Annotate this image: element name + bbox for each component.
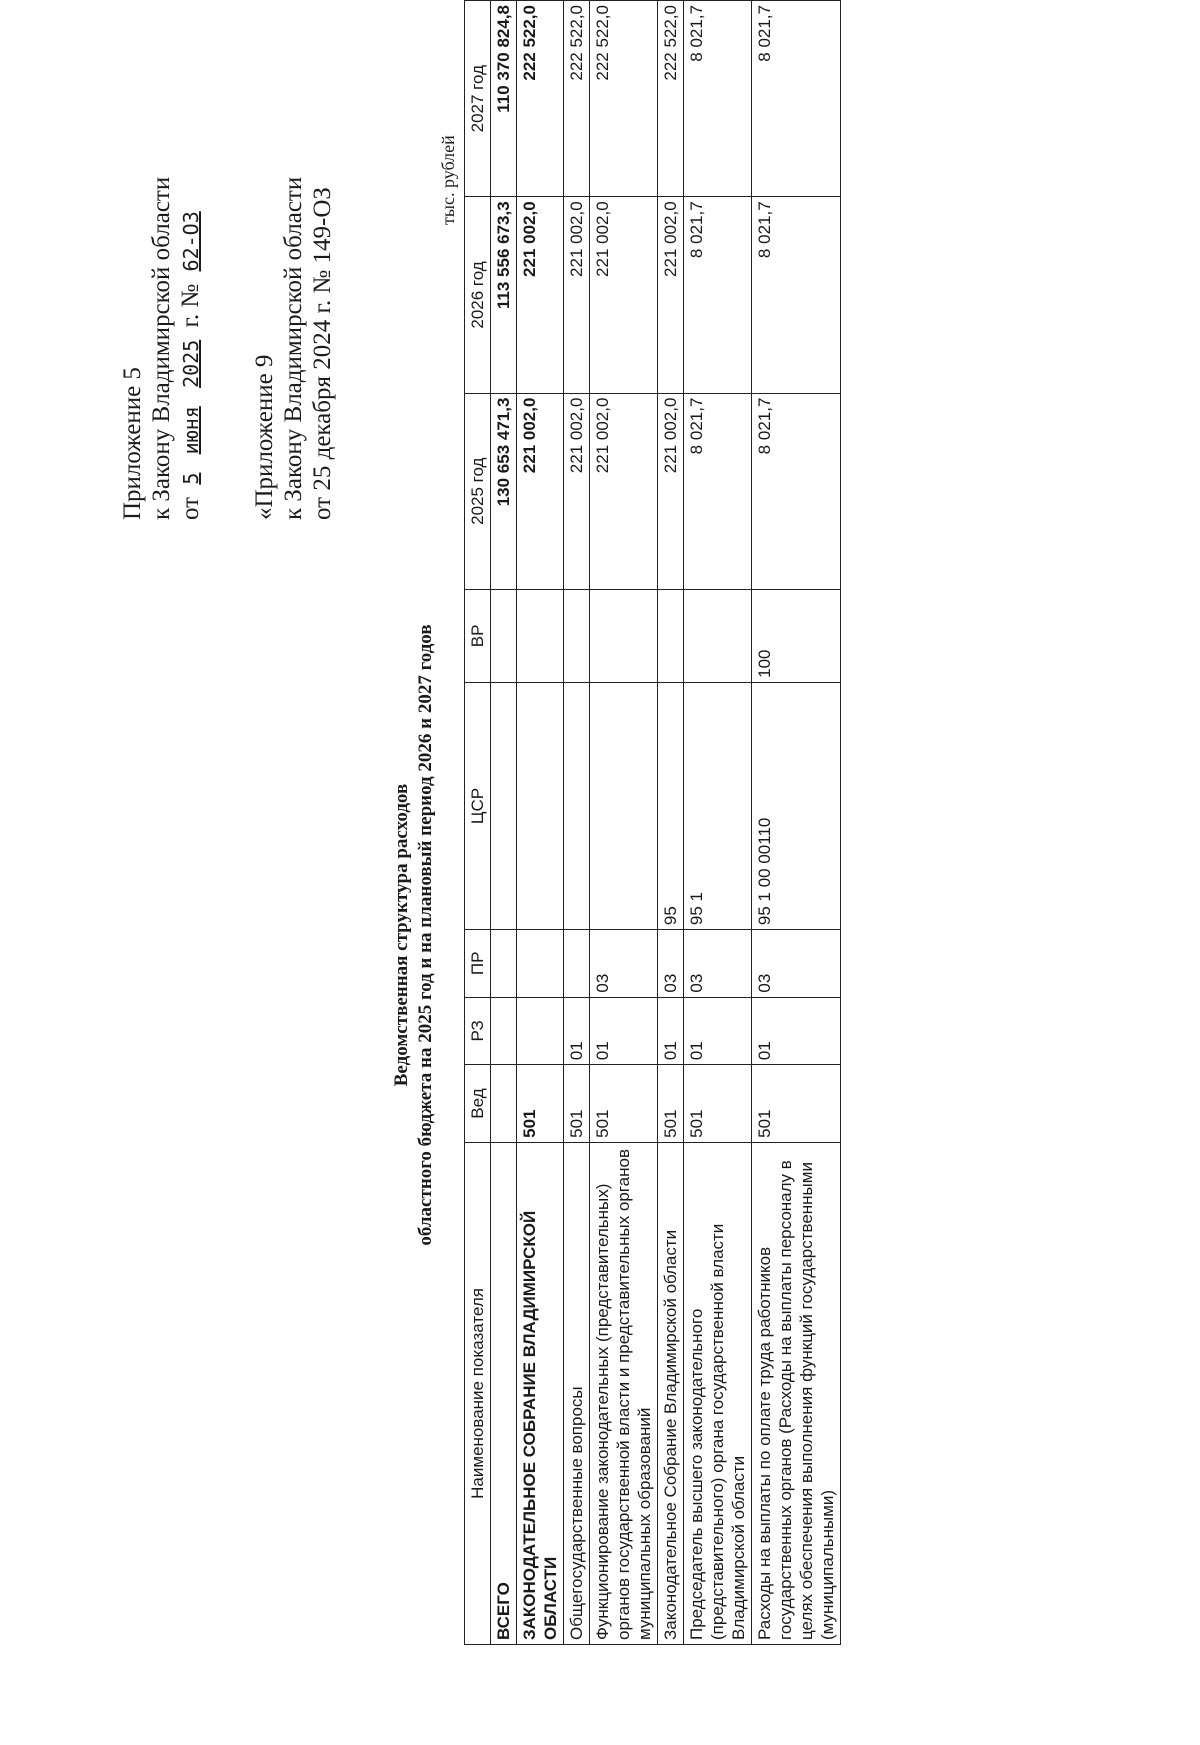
cell-ved: 501 <box>752 1065 841 1143</box>
cell-vr <box>517 589 564 682</box>
table-row <box>752 1 841 1645</box>
cell-y2025: 8 021,7 <box>684 393 752 589</box>
cell-ved: 501 <box>684 1065 752 1143</box>
appendix-header <box>118 177 206 520</box>
cell-name: Расходы на выплаты по оплате труда работников государственных органов (Расходы на выплаты персоналу в целях обеспечения выполнения функций государственными (муниципальными) <box>752 1142 841 1644</box>
cell-pr: 03 <box>752 930 841 998</box>
table-body <box>491 1 841 1645</box>
cell-vr <box>590 589 658 682</box>
col-header-2027: 2027 год <box>465 1 491 197</box>
date-day: 5 <box>179 472 203 485</box>
cell-pr <box>517 930 564 998</box>
col-header-pr: ПР <box>465 930 491 998</box>
table-row <box>491 1 517 1645</box>
cell-csr: 95 <box>658 682 684 929</box>
cell-name: Функционирование законодательных (представительных) органов государственной власти и представительных органов муниципальных образований <box>590 1142 658 1644</box>
cell-y2026: 221 002,0 <box>658 197 684 393</box>
col-header-csr: ЦСР <box>465 682 491 929</box>
cell-rz: 01 <box>564 997 590 1065</box>
law-date-line <box>176 177 206 520</box>
cell-rz: 01 <box>752 997 841 1065</box>
date-prefix: от <box>177 496 204 520</box>
cell-csr <box>590 682 658 929</box>
cell-y2027: 222 522,0 <box>564 1 590 197</box>
cell-y2027: 8 021,7 <box>752 1 841 197</box>
cell-pr: 03 <box>658 930 684 998</box>
table-row <box>684 1 752 1645</box>
old-appendix-header <box>250 177 337 520</box>
cell-y2026: 221 002,0 <box>564 197 590 393</box>
cell-vr <box>491 589 517 682</box>
cell-y2025: 221 002,0 <box>590 393 658 589</box>
cell-y2026: 221 002,0 <box>590 197 658 393</box>
cell-csr: 95 1 00 00110 <box>752 682 841 929</box>
cell-name: Общегосударственные вопросы <box>564 1142 590 1644</box>
cell-y2026: 221 002,0 <box>517 197 564 393</box>
cell-csr <box>564 682 590 929</box>
table-row <box>590 1 658 1645</box>
col-header-ved: Вед <box>465 1065 491 1143</box>
cell-ved: 501 <box>590 1065 658 1143</box>
cell-ved: 501 <box>658 1065 684 1143</box>
cell-csr <box>517 682 564 929</box>
cell-name: Законодательное Собрание Владимирской области <box>658 1142 684 1644</box>
cell-csr: 95 1 <box>684 682 752 929</box>
cell-ved: 501 <box>517 1065 564 1143</box>
col-header-2025: 2025 год <box>465 393 491 589</box>
budget-table <box>464 0 841 1645</box>
table-row <box>564 1 590 1645</box>
cell-rz: 01 <box>658 997 684 1065</box>
cell-rz: 01 <box>590 997 658 1065</box>
cell-y2025: 8 021,7 <box>752 393 841 589</box>
document-title <box>390 435 438 1435</box>
cell-name: Председатель высшего законодательного (представительного) органа государственной власти Владимирской области <box>684 1142 752 1644</box>
cell-y2025: 221 002,0 <box>658 393 684 589</box>
cell-y2026: 8 021,7 <box>752 197 841 393</box>
table-row <box>517 1 564 1645</box>
cell-ved: 501 <box>564 1065 590 1143</box>
cell-y2027: 222 522,0 <box>517 1 564 197</box>
cell-pr: 03 <box>590 930 658 998</box>
cell-y2027: 8 021,7 <box>684 1 752 197</box>
date-month: июня <box>179 406 203 455</box>
cell-y2027: 110 370 824,8 <box>491 1 517 197</box>
cell-y2025: 221 002,0 <box>564 393 590 589</box>
date-year-suffix: г. <box>177 313 204 328</box>
cell-rz <box>491 997 517 1065</box>
col-header-vr: ВР <box>465 589 491 682</box>
cell-vr <box>658 589 684 682</box>
col-header-2026: 2026 год <box>465 197 491 393</box>
cell-rz <box>517 997 564 1065</box>
cell-y2025: 130 653 471,3 <box>491 393 517 589</box>
law-line: к Закону Владимирской области <box>148 176 175 520</box>
cell-csr <box>491 682 517 929</box>
cell-name: ВСЕГО <box>491 1142 517 1644</box>
cell-y2025: 221 002,0 <box>517 393 564 589</box>
cell-name: ЗАКОНОДАТЕЛЬНОЕ СОБРАНИЕ ВЛАДИМИРСКОЙ ОБЛАСТИ <box>517 1142 564 1644</box>
title-line-2: областного бюджета на 2025 год и на плановый период 2026 и 2027 годов <box>415 624 436 1246</box>
old-date-line: от 25 декабря 2024 г. № 149-ОЗ <box>309 187 336 520</box>
col-header-name: Наименование показателя <box>465 1142 491 1644</box>
cell-pr <box>491 930 517 998</box>
law-number: 62-ОЗ <box>179 211 203 272</box>
appendix-label: Приложение 5 <box>119 367 146 520</box>
col-header-rz: РЗ <box>465 997 491 1065</box>
cell-y2026: 8 021,7 <box>684 197 752 393</box>
date-year: 2025 <box>179 339 203 388</box>
cell-ved <box>491 1065 517 1143</box>
cell-vr: 100 <box>752 589 841 682</box>
cell-vr <box>684 589 752 682</box>
old-law-line: к Закону Владимирской области <box>280 176 307 520</box>
number-prefix: № <box>177 283 204 308</box>
cell-vr <box>564 589 590 682</box>
old-appendix-label: «Приложение 9 <box>251 354 278 520</box>
table-row <box>658 1 684 1645</box>
cell-y2027: 222 522,0 <box>658 1 684 197</box>
cell-rz: 01 <box>684 997 752 1065</box>
cell-pr <box>564 930 590 998</box>
cell-pr: 03 <box>684 930 752 998</box>
cell-y2027: 222 522,0 <box>590 1 658 197</box>
cell-y2026: 113 556 673,3 <box>491 197 517 393</box>
table-header-row <box>465 1 491 1645</box>
units-label: тыс. рублей <box>438 135 458 225</box>
title-line-1: Ведомственная структура расходов <box>391 783 412 1087</box>
